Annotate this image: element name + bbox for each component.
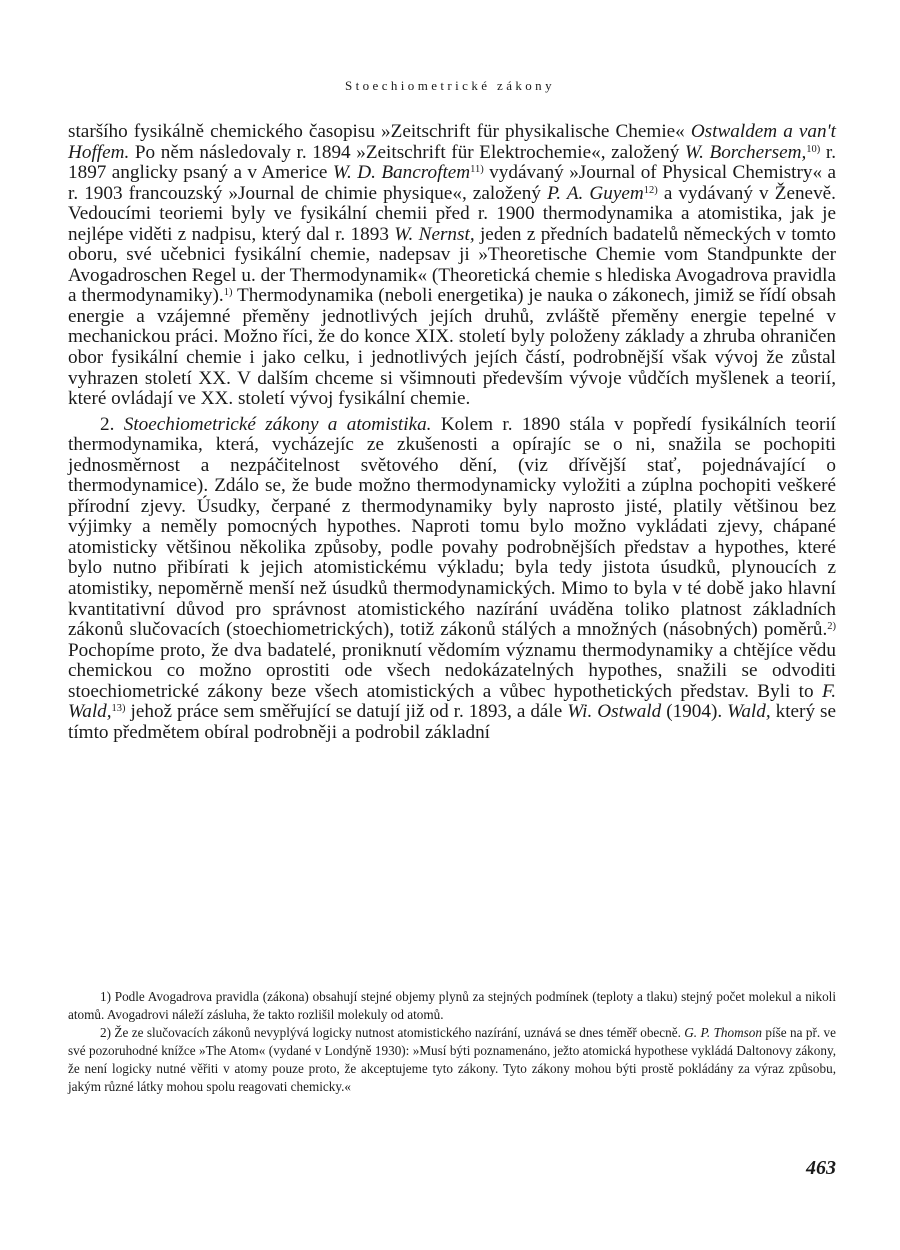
paragraph-stoichiometric-laws (68, 415, 836, 744)
footnote-ref: 1) (223, 287, 233, 299)
italic-run: G. P. Thomson (684, 1025, 762, 1040)
main-text (68, 122, 836, 743)
text-run: Kolem r. 1890 stála v popředí fysikálních teorií thermodynamika, která, vycházejíc ze zkušenosti a opírajíc se o ni, snažila se pochopiti jednosměrnost a nezpáčitelnost světového dění, (viz dřívější stať, pojednávající o thermodynamice). Zdálo se, že bude možno thermodynamicky vyložiti a zúplna pochopiti veškeré přírodní zjevy. Úsudky, čerpané z thermodynamiky byly naprosto jisté, platily většinou bez výjimky a neměly pomocných hypothes. Naproti tomu bylo možno vykládati zjevy, chápané atomisticky většinou několika způsoby, podle povahy podrobnějších představ a hypothes, které bylo nutno přibírati k jejich atomistickému výkladu; byla tedy jistota úsudků, plynoucích z atomistiky, nepoměrně menší než úsudků thermodynamických. Mimo to byla v té době jako hlavní kvantitativní důvod pro správnost atomistického nazírání uváděna toliko platnost základních zákonů slučovacích (stoechiometrických), totiž zákonů stálých a množných (násobných) poměrů. (68, 413, 837, 641)
text-run: 1) Podle Avogadrova pravidla (zákona) obsahují stejné objemy plynů za stejných podmínek (teploty a tlaku) stejný počet molekul a nikoli atomů. Avogadrovi náleží zásluha, že takto rozlišil molekuly od atomů. (68, 989, 836, 1022)
text-run: r. 1897 anglicky psaný a v Americe (68, 141, 836, 184)
text-run: staršího fysikálně chemického časopisu »Zeitschrift für physikalische Chemie« (68, 121, 691, 142)
italic-run: P. A. Guyem (547, 182, 644, 204)
italic-run: Wald, (727, 701, 771, 723)
italic-run: F. Wald, (68, 680, 836, 723)
footnote-2 (68, 1024, 836, 1096)
footnote-ref: 10) (806, 143, 821, 155)
italic-run: W. Borchersem, (684, 141, 807, 163)
paragraph-thermodynamics (68, 122, 836, 410)
page-number: 463 (806, 1157, 836, 1179)
text-run: jehož práce sem směřující se datují již od r. 1893, a dále (125, 701, 568, 723)
footnote-1 (68, 988, 836, 1024)
text-run: který se tímto předmětem obíral podrobněji a podrobil základní (68, 701, 836, 743)
italic-run: Wi. Ostwald (567, 701, 662, 723)
footnote-ref: 2) (827, 621, 836, 633)
italic-run: Ostwaldem a van't Hoffem. (68, 121, 836, 163)
footnote-ref: 12) (643, 184, 658, 196)
footnotes (68, 988, 836, 1096)
italic-run: W. D. Bancroftem (332, 162, 471, 184)
text-run: 2) Že ze slučovacích zákonů nevyplývá logicky nutnost atomistického nazírání, uznává se dnes téměř obecně. (100, 1025, 685, 1040)
text-run: a vydávaný v Ženevě. Vedoucími teoriemi byly ve fysikální chemii před r. 1900 thermodynamika a atomistika, jak je nejlépe viděti z nadpisu, který dal r. 1893 (68, 182, 836, 245)
footnote-ref: 11) (470, 164, 484, 176)
italic-run: W. Nernst, (394, 223, 475, 245)
text-run: vydávaný »Journal of Physical Chemistry« a r. 1903 francouzský »Journal de chimie physique«, založený (68, 162, 837, 204)
text-run: Thermodynamika (neboli energetika) je nauka o zákonech, jimiž se řídí obsah energie a vzájemné přeměny jednotlivých jejích druhů, zvláště přeměny energie tepelné v mechanickou práci. Možno říci, že do konce XIX. století byly položeny základy a zhruba ohraničen obor fysikální chemie i jako celku, i jednotlivých jejích částí, podrobnější však vývoj že zůstal vyhrazen století XX. V dalším chceme si všimnouti především vývoje vůdčích myšlenek a teorií, které ovládají ve XX. století vývoj fysikální chemie. (68, 285, 836, 410)
running-head: Stoechiometrické zákony (345, 78, 555, 93)
text-run: Pochopíme proto, že dva badatelé, proniknutí vědomím významu thermodynamiky a chtějíce vědu chemickou co možno oprostiti ode všech nedokázatelných hypothes, snažili se odvoditi stoechiometrické zákony beze všech atomistických a vůbec hypothetických představ. Byli to (68, 639, 836, 702)
italic-run: Stoechiometrické zákony a atomistika. (123, 413, 432, 435)
text-run: (1904). (661, 701, 728, 723)
text-run: 2. (100, 413, 124, 435)
text-run: Po něm následovaly r. 1894 »Zeitschrift für Elektrochemie«, založený (129, 141, 685, 163)
footnote-ref: 13) (111, 703, 126, 715)
text-run: jeden z předních badatelů německých v tomto oboru, své učebnici fysikální chemie, nadepsav ji »Theoretische Chemie vom Standpunkte der Avogadroschen Regel u. der Thermodynamik« (Theoretická chemie s hlediska Avogadrova pravidla a thermodynamiky). (68, 223, 836, 307)
text-run: píše na př. ve své pozoruhodné knížce »The Atom« (vydané v Londýně 1930): »Musí býti poznamenáno, ježto atomická hypothese vykládá Daltonovy zákony, že není logicky nutné věřiti v atomy pouze proto, že akceptujeme tyto zákony. Tyto zákony mohou býti prostě pokládány za výraz způsobu, jakým různé látky mohou spolu reagovati chemicky.« (68, 1025, 836, 1094)
